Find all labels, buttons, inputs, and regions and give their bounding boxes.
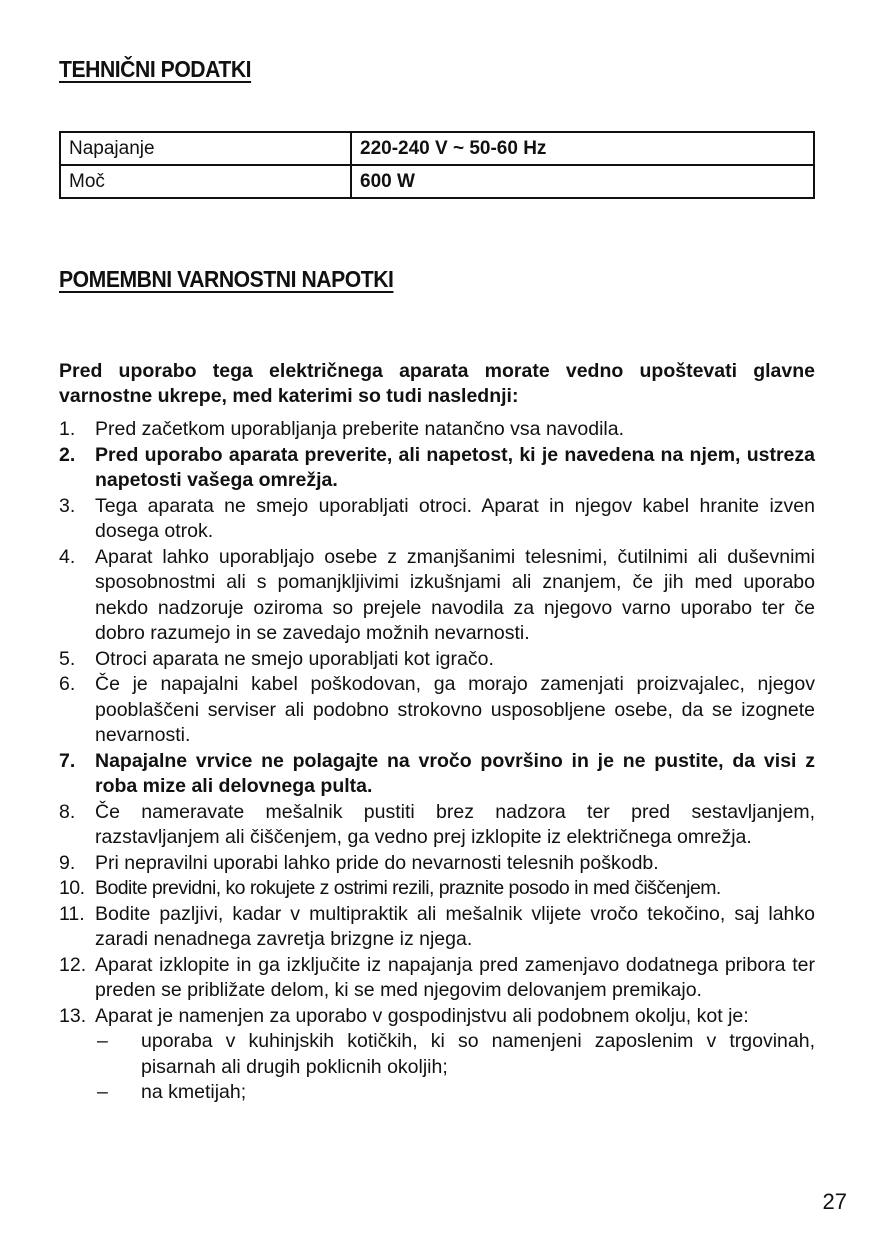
item-text: Pri nepravilni uporabi lahko pride do nevarnosti telesnih poškodb.: [95, 851, 659, 874]
item-number: 5.: [59, 647, 76, 670]
technical-data-heading: TEHNIČNI PODATKI: [59, 56, 252, 82]
specs-table: [59, 131, 815, 199]
item-number: 10.: [59, 877, 85, 899]
list-item: [59, 749, 815, 800]
sub-item-text: na kmetijah;: [141, 1081, 247, 1103]
item-text: Napajalne vrvice ne polagajte na vročo površino in je ne pustite, da visi z roba mize ali delovnega pulta.: [95, 749, 815, 797]
item-text: Pred uporabo aparata preverite, ali napetost, ki je navedena na njem, ustreza napetosti vašega omrežja.: [95, 443, 815, 491]
list-item: [59, 647, 815, 673]
sub-item-text: uporaba v kuhinjskih kotičkih, ki so namenjeni zaposlenim v trgovinah, pisarnah ali drugih poklicnih okoljih;: [141, 1030, 815, 1078]
item-text: Bodite pazljivi, kadar v multipraktik ali mešalnik vlijete vročo tekočino, saj lahko zaradi nenadnega zavretja brizgne iz njega.: [95, 902, 815, 950]
sub-list-item: [95, 1080, 815, 1106]
safety-heading: POMEMBNI VARNOSTNI NAPOTKI: [59, 266, 394, 292]
item-number: 6.: [59, 673, 76, 695]
list-item: [59, 545, 815, 647]
item-text: Če je napajalni kabel poškodovan, ga morajo zamenjati proizvajalec, njegov pooblaščeni serviser ali podobno strokovno usposobljene osebe, da se izognete nevarnosti.: [95, 673, 815, 746]
item-text: Tega aparata ne smejo uporabljati otroci. Aparat in njegov kabel hranite izven dosega otrok.: [95, 494, 815, 542]
spec-label-power: Moč: [60, 165, 351, 198]
item-number: 8.: [59, 800, 76, 823]
list-item: [59, 1004, 815, 1106]
item-text: Aparat izklopite in ga izključite iz napajanja pred zamenjavo dodatnega pribora ter preden se približate delom, ki se med njegovim delovanjem premikajo.: [95, 953, 815, 1001]
table-row: [60, 132, 814, 165]
page-number: 27: [822, 1189, 847, 1214]
list-item: [59, 443, 815, 494]
item-number: 9.: [59, 851, 76, 874]
item-text: Aparat lahko uporabljajo osebe z zmanjšanimi telesnimi, čutilnimi ali duševnimi sposobnostmi ali s pomanjkljivimi izkušnjami ali znanjem, če jih med uporabo nekdo nadzoruje oziroma so prejele navodila za njegovo varno uporabo ter če dobro razumejo in se zavedajo možnih nevarnosti.: [95, 545, 815, 644]
spec-value-power: 600 W: [351, 165, 814, 198]
item-text: Aparat je namenjen za uporabo v gospodinjstvu ali podobnem okolju, kot je:: [95, 1004, 749, 1027]
item-number: 12.: [59, 953, 87, 976]
item-text: Pred začetkom uporabljanja preberite natančno vsa navodila.: [95, 418, 624, 440]
item-text: Otroci aparata ne smejo uporabljati kot igračo.: [95, 647, 494, 670]
item-number: 11.: [59, 902, 85, 925]
item-text: Če nameravate mešalnik pustiti brez nadzora ter pred sestavljanjem, razstavljanjem ali čiščenjem, ga vedno prej izklopite iz električnega omrežja.: [95, 800, 815, 848]
dash-bullet: –: [97, 1081, 108, 1103]
item-number: 7.: [59, 749, 76, 772]
spec-label-power-supply: Napajanje: [60, 132, 351, 165]
item-text: Bodite previdni, ko rokujete z ostrimi rezili, praznite posodo in med čiščenjem.: [95, 877, 721, 899]
safety-intro: Pred uporabo tega električnega aparata morate vedno upoštevati glavne varnostne ukrepe, med katerimi so tudi naslednji:: [59, 359, 815, 407]
table-row: [60, 165, 814, 198]
list-item: [59, 953, 815, 1004]
safety-list: [59, 417, 815, 1106]
item-number: 4.: [59, 545, 76, 568]
spec-value-power-supply: 220-240 V ~ 50-60 Hz: [351, 132, 814, 165]
list-item: [59, 876, 815, 902]
item-number: 13.: [59, 1004, 87, 1027]
list-item: [59, 417, 815, 443]
list-item: [59, 902, 815, 953]
sub-list-item: [95, 1029, 815, 1080]
item-number: 3.: [59, 494, 76, 517]
list-item: [59, 851, 815, 877]
item-number: 1.: [59, 418, 76, 440]
dash-bullet: –: [97, 1030, 108, 1052]
item-number: 2.: [59, 443, 76, 466]
list-item: [59, 672, 815, 749]
list-item: [59, 800, 815, 851]
list-item: [59, 494, 815, 545]
sub-list: [95, 1029, 815, 1106]
